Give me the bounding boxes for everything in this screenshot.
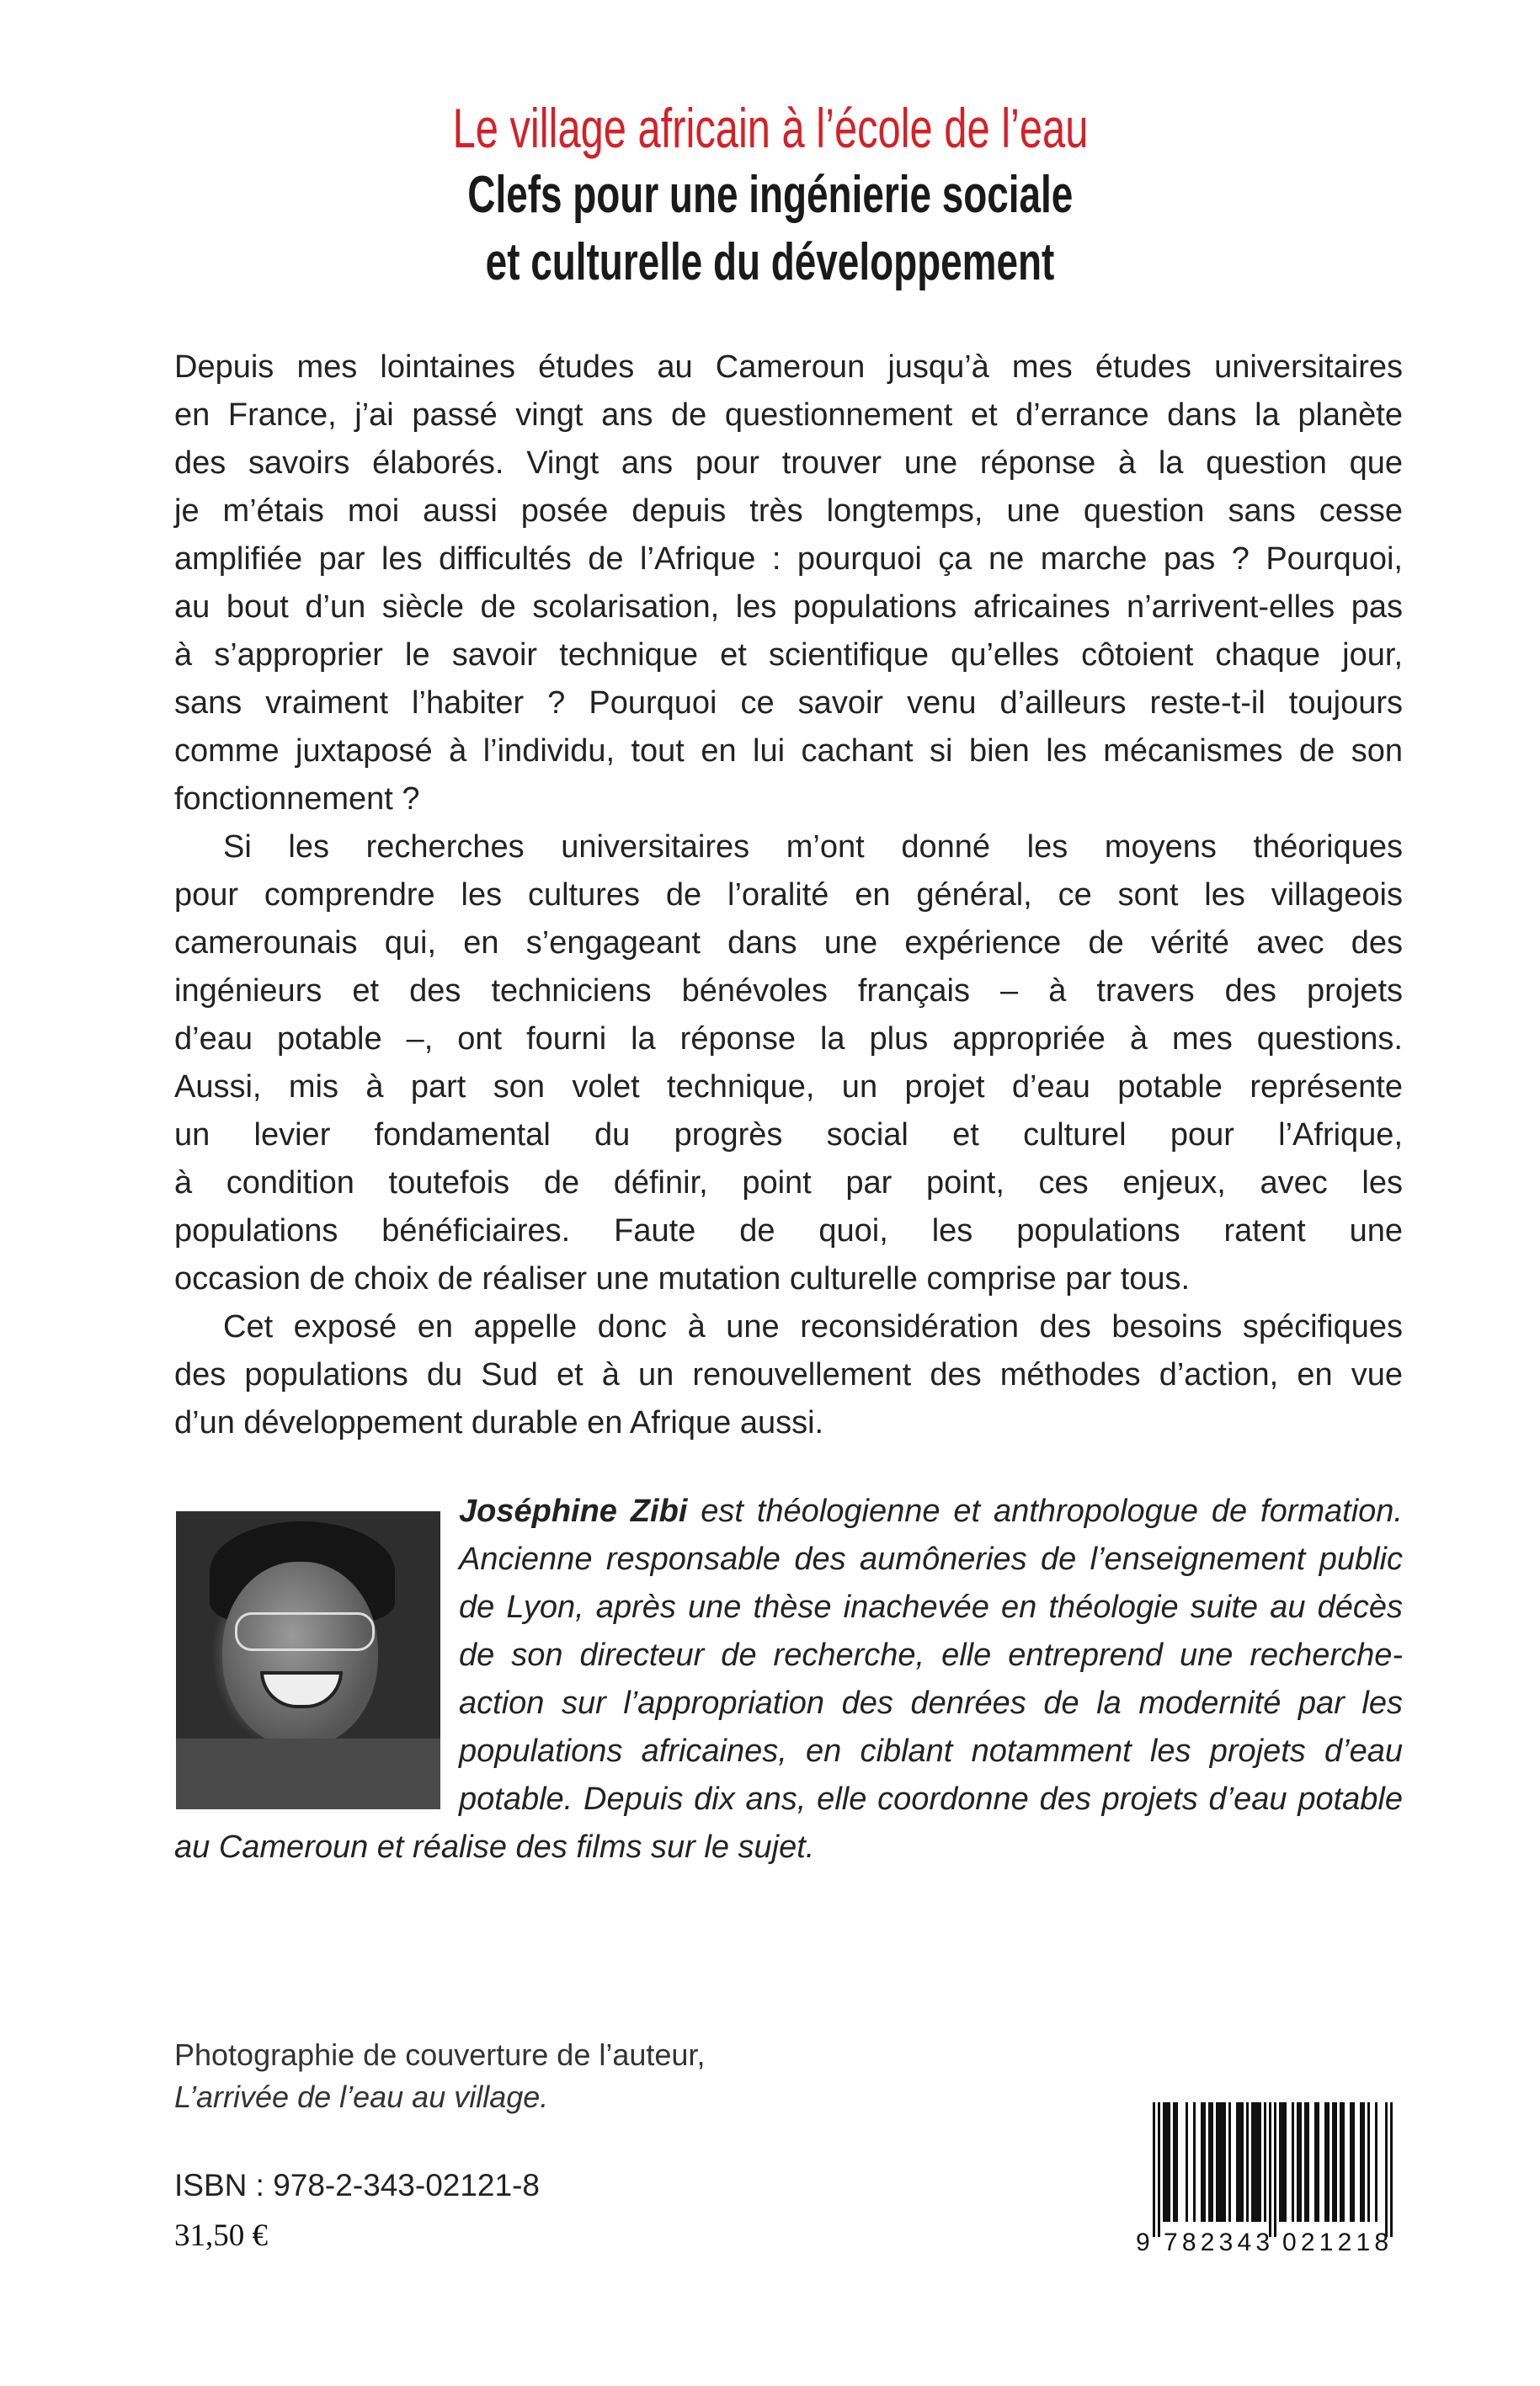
- barcode-bar: [1158, 2102, 1160, 2237]
- barcode-bar: [1175, 2102, 1178, 2222]
- barcode-bar: [1208, 2102, 1211, 2222]
- barcode-digits: 9: [1136, 2229, 1150, 2254]
- book-subtitle-line-1: Clefs pour une ingénierie sociale: [466, 166, 1073, 224]
- barcode-bar: [1221, 2102, 1223, 2222]
- barcode-bar: [1352, 2102, 1355, 2222]
- paragraph-line: occasion de choix de réaliser une mutation culturelle comprise par tous.: [174, 1261, 1191, 1297]
- barcode-bar: [1299, 2102, 1302, 2222]
- price: 31,50 €: [174, 2218, 268, 2253]
- bio-line: au Cameroun et réalise des films sur le sujet.: [174, 1829, 815, 1865]
- barcode-bar: [1259, 2102, 1261, 2222]
- paragraph-line: d’eau potable –, ont fourni la réponse la plus appropriée à mes questions.: [174, 1021, 1403, 1057]
- barcode-bar: [1360, 2102, 1362, 2222]
- barcode-bar: [1282, 2102, 1284, 2222]
- author-bio: [174, 1488, 1403, 1872]
- barcode: [1132, 2102, 1410, 2254]
- barcode-bar: [1201, 2102, 1203, 2222]
- barcode-bar: [1228, 2102, 1231, 2222]
- paragraph-line: Cet exposé en appelle donc à une reconsidération des besoins spécifiques: [223, 1309, 1403, 1345]
- barcode-bar: [1186, 2102, 1188, 2222]
- photo-credit: [174, 2034, 705, 2118]
- paragraph-line: amplifiée par les difficultés de l’Afrique : pourquoi ça ne marche pas ? Pourquoi,: [174, 541, 1403, 577]
- barcode-bar: [1307, 2102, 1309, 2222]
- paragraph-line: fonctionnement ?: [174, 781, 420, 817]
- paragraph-line: je m’étais moi aussi posée depuis très longtemps, une question sans cesse: [174, 493, 1403, 529]
- barcode-digits: 021218: [1282, 2229, 1388, 2254]
- paragraph-line: Aussi, mis à part son volet technique, un projet d’eau potable représente: [174, 1069, 1403, 1105]
- barcode-bar: [1350, 2102, 1352, 2222]
- barcode-bar: [1254, 2102, 1256, 2222]
- barcode-bar: [1211, 2102, 1213, 2222]
- barcode-bar: [1269, 2102, 1271, 2237]
- paragraph-line: un levier fondamental du progrès social et culturel pour l’Afrique,: [174, 1117, 1403, 1153]
- barcode-bar: [1340, 2102, 1342, 2222]
- barcode-bar: [1317, 2102, 1319, 2222]
- barcode-bar: [1297, 2102, 1299, 2222]
- barcode-bar: [1216, 2102, 1218, 2222]
- paragraph-line: à s’approprier le savoir technique et scientifique qu’elles côtoient chaque jour,: [174, 637, 1403, 673]
- barcode-bar: [1246, 2102, 1249, 2222]
- bio-line: action sur l’appropriation des denrées de la modernité par les: [459, 1686, 1403, 1721]
- barcode-bar: [1274, 2102, 1276, 2237]
- barcode-bar: [1218, 2102, 1221, 2222]
- barcode-bar: [1223, 2102, 1226, 2222]
- title-block: [0, 94, 1540, 296]
- paragraph-line: à condition toutefois de définir, point par point, ces enjeux, avec les: [174, 1165, 1403, 1201]
- barcode-bar: [1292, 2102, 1294, 2222]
- barcode-bar: [1327, 2102, 1330, 2222]
- paragraph-line: au bout d’un siècle de scolarisation, les populations africaines n’arrivent-elles pas: [174, 589, 1403, 625]
- barcode-digits: 782343: [1164, 2229, 1270, 2254]
- barcode-bar: [1264, 2102, 1266, 2222]
- barcode-bar: [1173, 2102, 1175, 2222]
- paragraph-line: en France, j’ai passé vingt ans de questionnement et d’errance dans la planète: [174, 397, 1403, 433]
- bio-line: potable. Depuis dix ans, elle coordonne des projets d’eau potable: [459, 1782, 1403, 1817]
- paragraph-line: pour comprendre les cultures de l’oralité en général, ce sont les villageois: [174, 877, 1403, 913]
- book-subtitle-line-2: et culturelle du développement: [485, 233, 1055, 291]
- paragraph-line: camerounais qui, en s’engageant dans une expérience de vérité avec des: [174, 925, 1403, 961]
- barcode-bar: [1362, 2102, 1365, 2222]
- barcode-bar: [1256, 2102, 1259, 2222]
- barcode-bar: [1168, 2102, 1170, 2222]
- paragraph-line: populations bénéficiaires. Faute de quoi, les populations ratent une: [174, 1213, 1403, 1249]
- book-title: Le village africain à l’école de l’eau: [452, 97, 1088, 159]
- paragraph-line: sans vraiment l’habiter ? Pourquoi ce savoir venu d’ailleurs reste-t-il toujours: [174, 685, 1403, 721]
- barcode-bar: [1236, 2102, 1239, 2222]
- paragraph-line: Si les recherches universitaires m’ont donné les moyens théoriques: [223, 829, 1403, 865]
- photo-caption: L’arrivée de l’eau au village.: [174, 2080, 549, 2114]
- barcode-bar: [1367, 2102, 1370, 2222]
- barcode-bar: [1385, 2102, 1388, 2237]
- barcode-bar: [1241, 2102, 1244, 2222]
- bio-line: est théologienne et anthropologue de formation.: [687, 1494, 1403, 1529]
- barcode-bar: [1390, 2102, 1393, 2237]
- barcode-bar: [1324, 2102, 1327, 2222]
- isbn: ISBN : 978-2-343-02121-8: [174, 2168, 540, 2202]
- barcode-bar: [1279, 2102, 1282, 2222]
- barcode-bar: [1314, 2102, 1317, 2222]
- barcode-bar: [1335, 2102, 1337, 2222]
- barcode-bar: [1203, 2102, 1206, 2222]
- barcode-bar: [1193, 2102, 1196, 2222]
- bio-line: de son directeur de recherche, elle entreprend une recherche-: [459, 1638, 1403, 1673]
- barcode-bar: [1332, 2102, 1335, 2222]
- photo-credit-line: Photographie de couverture de l’auteur,: [174, 2037, 706, 2072]
- paragraph-line: des populations du Sud et à un renouvellement des méthodes d’action, en vue: [174, 1357, 1403, 1393]
- barcode-bar: [1304, 2102, 1307, 2222]
- paragraph-line: comme juxtaposé à l’individu, tout en lui cachant si bien les mécanismes de son: [174, 733, 1403, 769]
- author-name: Joséphine Zibi: [459, 1494, 688, 1529]
- barcode-bar: [1342, 2102, 1345, 2222]
- barcode-bar: [1375, 2102, 1377, 2222]
- barcode-bar: [1163, 2102, 1165, 2222]
- bio-line: de Lyon, après une thèse inachevée en théologie suite au décès: [459, 1590, 1403, 1625]
- bio-line: Ancienne responsable des aumôneries de l’enseignement public: [459, 1542, 1403, 1577]
- paragraph-line: ingénieurs et des techniciens bénévoles français – à travers des projets: [174, 973, 1403, 1009]
- barcode-bar: [1239, 2102, 1241, 2222]
- barcode-bar: [1251, 2102, 1254, 2222]
- barcode-bar: [1284, 2102, 1287, 2222]
- back-cover-text: [174, 344, 1403, 1447]
- paragraph-line: d’un développement durable en Afrique aussi.: [174, 1405, 824, 1441]
- paragraph-line: des savoirs élaborés. Vingt ans pour trouver une réponse à la question que: [174, 445, 1403, 481]
- paragraph-line: Depuis mes lointaines études au Cameroun jusqu’à mes études universitaires: [174, 349, 1403, 385]
- barcode-bar: [1165, 2102, 1168, 2222]
- bio-line: populations africaines, en ciblant notamment les projets d’eau: [459, 1734, 1403, 1769]
- barcode-bar: [1153, 2102, 1155, 2237]
